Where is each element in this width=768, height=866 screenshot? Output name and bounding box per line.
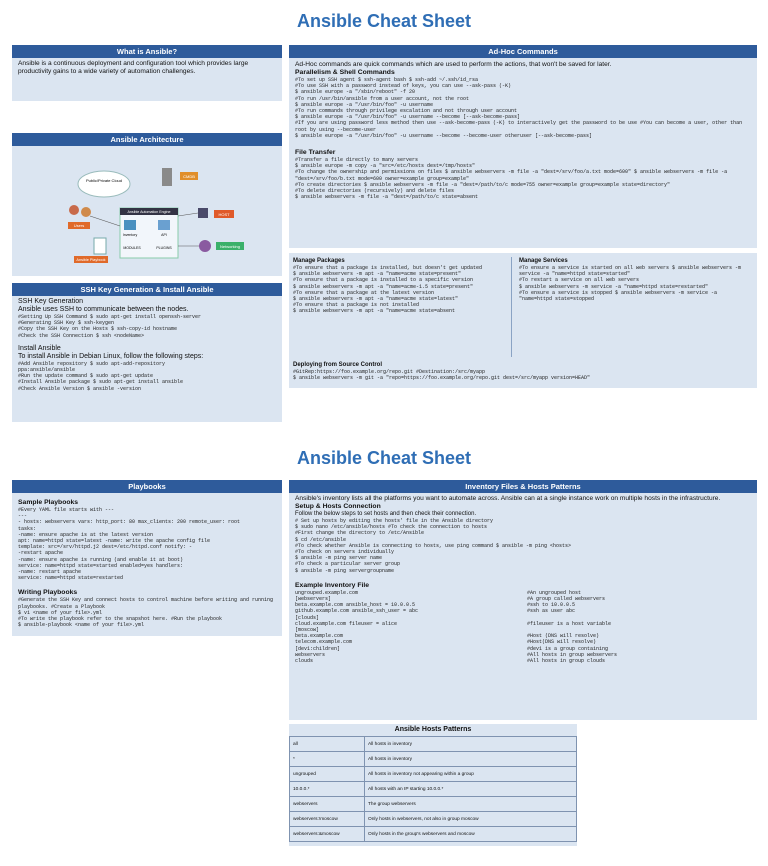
inventory-comment: #All hosts in group clouds	[527, 658, 606, 665]
pattern: 10.0.0.*	[290, 782, 365, 797]
what-is-ansible-panel	[12, 45, 282, 101]
inventory-entry: telecom.example.com	[295, 639, 353, 646]
connector	[178, 213, 198, 216]
ssh-panel	[12, 283, 282, 422]
what-text: Ansible is a continuous deployment and configuration tool which provides large productivity gains to a wide variety of automation challenges.	[18, 60, 249, 75]
hosts-patterns-panel	[289, 724, 577, 846]
api-label: API	[161, 233, 167, 237]
install-text: To install Ansible in Debian Linux, follow the following steps:	[18, 352, 204, 360]
divider	[511, 257, 512, 357]
sample-playbooks-heading: Sample Playbooks	[18, 499, 79, 506]
services-code: #To ensure a service is started on all web servers $ ansible webservers -m service -a "name=httpd state=started" #To restart a service on all web servers $ ansible webservers -m service -a "name=httpd state=restarted" #To ensure a service is stopped $ ansible webservers -m service -a "name=httpd state=stopped	[519, 265, 742, 303]
cloud-icon	[78, 171, 130, 197]
inventory-entry: [clouds]	[295, 614, 320, 621]
packages-heading: Manage Packages	[293, 258, 345, 264]
inventory-comment: #fileuser is a host variable	[527, 620, 612, 627]
inventory-comment: #ssh as user abc	[527, 608, 576, 615]
pattern-description: Only hosts in webservers, not also in group moscow	[365, 812, 577, 827]
pattern: webservers	[290, 797, 365, 812]
playbook-icon	[94, 238, 106, 254]
modules-label: MODULES	[123, 246, 141, 250]
inventory-entry: [moscow]	[295, 627, 320, 634]
adhoc-panel	[289, 45, 757, 248]
pattern-description: The group webservers	[365, 797, 577, 812]
network-icon	[199, 240, 211, 252]
networking-label: Networking	[219, 244, 241, 249]
host-label: HOST	[218, 212, 230, 217]
user-icon	[81, 207, 91, 217]
pattern-row	[290, 737, 577, 752]
user-icon	[69, 205, 79, 215]
inventory-entry: webservers	[295, 651, 326, 658]
api-icon	[158, 220, 170, 230]
setup-heading: Setup & Hosts Connection	[295, 503, 381, 510]
patterns-table	[289, 736, 577, 842]
architecture-diagram	[12, 146, 282, 276]
panel-header: Playbooks	[12, 480, 282, 493]
inventory-entry: beta.example.com	[295, 633, 344, 640]
inventory-comment: #All hosts in group webservers	[527, 651, 618, 658]
inventory-intro: Ansible's inventory lists all the platforms you want to automate across. Ansible can at a single instance work on multiple hosts in the infrastructure.	[295, 495, 721, 502]
pattern-description: All hosts with an IP starting 10.0.0.*	[365, 782, 577, 797]
patterns-header: Ansible Hosts Patterns	[394, 726, 472, 733]
pattern-row	[290, 797, 577, 812]
cmdb-label: CMDB	[183, 174, 195, 179]
install-heading: Install Ansible	[18, 344, 61, 352]
pattern-row	[290, 782, 577, 797]
deploy-heading: Deploying from Source Control	[293, 362, 383, 368]
parallelism-heading: Parallelism & Shell Commands	[295, 69, 395, 76]
services-heading: Manage Services	[519, 258, 568, 264]
inventory-row	[295, 658, 751, 664]
writing-playbooks-heading: Writing Playbooks	[18, 589, 78, 597]
inventory-entry: ungrouped.example.com	[295, 589, 359, 596]
panel-header: Inventory Files & Hosts Patterns	[289, 480, 757, 493]
inventory-entry: clouds	[295, 658, 314, 665]
playbook-label: Ansible Playbook	[76, 258, 106, 262]
cloud-label: Public/Private Cloud	[85, 178, 123, 183]
inventory-entry: [webservers]	[295, 596, 332, 603]
page-title-2: Ansible Cheat Sheet	[296, 448, 472, 468]
connector	[90, 216, 120, 226]
users-label: Users	[73, 223, 85, 228]
file-transfer-heading: File Transfer	[295, 149, 336, 157]
deploy-code: #GitRep:https://foo.example.org/repo.git #Destination:/src/myapp $ ansible webservers -m git -a "repo=https://foo.example.org/repo.git dest=/src/myapp version=HEAD"	[293, 369, 591, 382]
panel-header: SSH Key Generation & Install Ansible	[12, 283, 282, 296]
pattern-description: All hosts in inventory	[365, 752, 577, 767]
pattern-row	[290, 767, 577, 782]
writing-playbooks-code: #Generate the SSH Key and connect hosts to control machine before writing and running playbooks. #Create a Playbook $ vi <name of your file>.yml #To write the playbook refer to the snapshot here. #Run the playbook $ ansible-playbook <name of your file>.yml	[18, 597, 274, 629]
inventory-label: Inventory	[122, 233, 138, 237]
plugins-label: PLUGINS	[156, 246, 172, 250]
inventory-comment: #A group called webservers	[527, 596, 606, 603]
inventory-comment: #An ungrouped host	[527, 589, 582, 596]
install-code: #Add Ansible repository $ sudo apt-add-repository ppa:ansible/ansible #Run the update command $ sudo apt-get update #Install Ansible package $ sudo apt-get install ansible #Check Ansible Version $ ansible -version	[18, 360, 184, 392]
ssh-text: Ansible uses SSH to communicate between the nodes.	[18, 306, 189, 313]
inventory-entry: github.example.com ansible_ssh_user = abc	[295, 608, 419, 615]
page-title: Ansible Cheat Sheet	[296, 11, 472, 31]
inventory-comment: #Host(DNS will resolve)	[527, 639, 597, 646]
inventory-entry: beta.example.com ansible_host = 10.0.0.5	[295, 602, 416, 609]
pattern: ungrouped	[290, 767, 365, 782]
pattern: webservers:!moscow	[290, 812, 365, 827]
ssh-code: #Setting Up SSH Command $ sudo apt-get install openssh-server #Generating SSH Key $ ssh-keygen #Copy the SSH Key on the Hosts $ ssh-copy-id hostname #Check the SSH Connection $ ssh <nodeName>	[18, 314, 202, 339]
sample-playbooks-code: #Every YAML file starts with --- --- - hosts: webservers vars: http_port: 80 max_clients: 200 remote_user: root tasks: -name: ensure apache is at the latest version apt: name=httpd state=latest -name: write the apache config file template: src=/srv/httpd.j2 dest=/etc/httpd.conf notify: - -restart apache -name: ensure apache is running (and enable it at boot) service: name=httpd state=started enabled=yes handlers: -name: restart apache service: name=httpd state=restarted	[18, 507, 241, 582]
database-icon	[162, 168, 172, 186]
inventory-entry: cloud.example.com fileuser = alice	[295, 620, 398, 627]
panel-header: Ansible Architecture	[12, 133, 282, 146]
parallelism-code: #To set up SSH agent $ ssh-agent bash $ ssh-add ~/.ssh/id_rsa #To use SSH with a password instead of keys, you can use --ask-pass (-K) $ ansible europe -a "/sbin/reboot" -f 20 #To run /usr/bin/ansible from a user account, not the root $ ansible europe -a "/usr/bin/foo" -u username #To run commands through privilege escalation and not through user account $ ansible europe -a "/usr/bin/foo" -u username --become [--ask-become-pass] #If you are using password less method then use --ask-become-pass (-K) to interactively get the password to be use #You can become a user, other than root by using --become-user $ ansible europe -a "/usr/bin/foo" -u username --become --become-user otheruser [--ask-become-pass]	[295, 77, 743, 139]
inventory-comment: #Host (DNS will resolve)	[527, 633, 600, 640]
inventory-icon	[124, 220, 136, 230]
inventory-comment: #ssh to 10.0.0.5	[527, 602, 576, 609]
inventory-entry: [dev1:children]	[295, 645, 341, 652]
pattern: webservers:&moscow	[290, 827, 365, 842]
inventory-panel	[289, 480, 757, 720]
pattern: *	[290, 752, 365, 767]
pattern-row	[290, 812, 577, 827]
ssh-heading: SSH Key Generation	[18, 298, 83, 305]
pattern-description: All hosts in inventory	[365, 737, 577, 752]
file-transfer-code: #Transfer a file directly to many servers $ ansible europe -m copy -a "src=/etc/hosts dest=/tmp/hosts" #To change the ownership and permissions on files $ ansible webservers -m file -a "dest=/srv/foo/a.txt mode=600" $ ansible webservers -m file -a "dest=/srv/foo/b.txt mode=600 owner=example group=example" #To create directories $ ansible webservers -m file -a "dest=/path/to/c mode=755 owner=example group=example state=directory" #To delete directories (recursively) and delete files $ ansible webservers -m file -a "dest=/path/to/c state=absent	[295, 157, 728, 201]
server-icon	[198, 208, 208, 218]
packages-code: #To ensure that a package is installed, but doesn't get updated $ ansible webservers -m apt -a "name=acme state=present" #To ensure that a package is installed to a specific version $ ansible webservers -m apt -a "name=acme-1.5 state=present" #To ensure that a package at the latest version $ ansible webservers -m apt -a "name=acme state=latest" #To ensure that a package is not installed $ ansible webservers -m apt -a "name=acme state=absent	[293, 265, 483, 315]
setup-text: Follow the below steps to set hosts and then check their connection.	[295, 511, 477, 517]
setup-code: # Set up hosts by editing the hosts' file in the Ansible directory $ sudo nano /etc/ansible/hosts #To check the connection to hosts #First change the directory to /etc/Ansible $ cd /etc/ansible #To check whether Ansible is connecting to hosts, use ping command $ ansible -m ping <hosts> #To check on servers individually $ ansible -m ping server name #To check a particular server group $ ansible -m ping servergroupname	[295, 518, 572, 574]
packages-services-panel	[289, 253, 757, 388]
pattern-description: Only hosts in the group's webservers and moscow	[365, 827, 577, 842]
architecture-panel	[12, 133, 282, 276]
pattern-row	[290, 752, 577, 767]
pattern-row	[290, 827, 577, 842]
panel-header: What is Ansible?	[12, 45, 282, 58]
inventory-comment: #dev1 is a group containing	[527, 645, 609, 652]
pattern: all	[290, 737, 365, 752]
example-inventory-heading: Example Inventory File	[295, 581, 370, 589]
playbooks-panel	[12, 480, 282, 636]
panel-header: Ad-Hoc Commands	[289, 45, 757, 58]
pattern-description: All hosts in inventory not appearing within a group	[365, 767, 577, 782]
adhoc-intro: Ad-Hoc commands are quick commands which are used to perform the actions, that won't be saved for later.	[295, 61, 612, 68]
inventory-file	[295, 590, 751, 664]
engine-label: Ansible Automation Engine	[127, 210, 171, 214]
